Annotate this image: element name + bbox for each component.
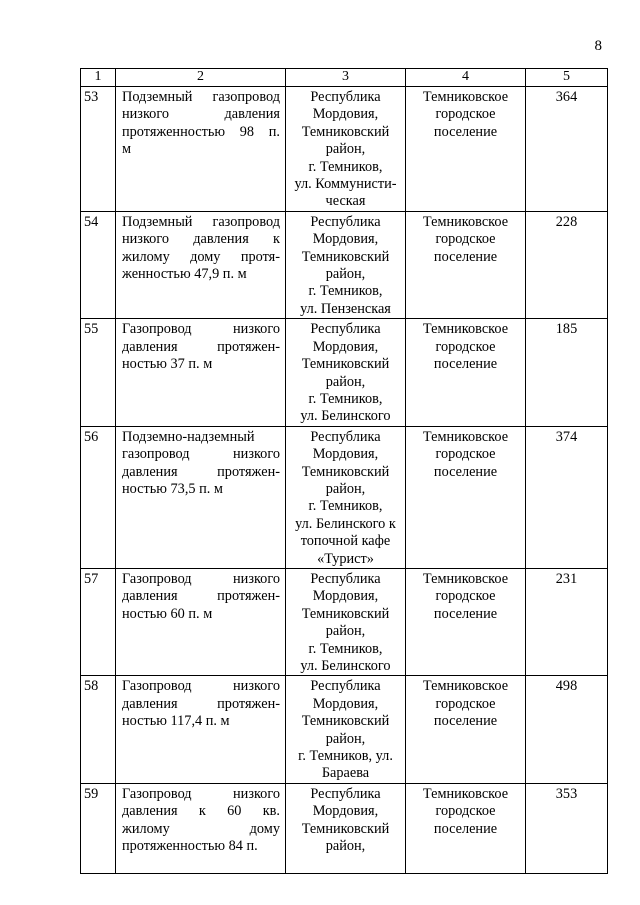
address-cell (286, 783, 406, 873)
row-number: 57 (81, 568, 116, 675)
owner-cell (406, 426, 526, 568)
owner-line: поселение (433, 820, 498, 837)
owner-line: городское (435, 446, 496, 463)
address-line: Мордовия, (312, 446, 379, 463)
length-value: 498 (526, 676, 608, 783)
object-name-line: жилому дому (122, 820, 280, 837)
object-name-cell (116, 319, 286, 426)
length-value: 353 (526, 783, 608, 873)
page-number: 8 (594, 38, 602, 54)
object-name-line: давления к 60 кв. (122, 803, 280, 820)
table-row (81, 211, 608, 318)
row-number: 54 (81, 211, 116, 318)
address-line: район, (325, 623, 366, 640)
owner-line: Темниковское (422, 428, 509, 445)
address-line: г. Темников, (308, 283, 383, 300)
object-name-line: протяженностью 84 п. (122, 838, 258, 855)
object-name-line: давления протяжен- (122, 463, 280, 480)
object-name-line: ностью 60 п. м (122, 605, 213, 622)
object-name-cell (116, 783, 286, 873)
address-line: Мордовия, (312, 695, 379, 712)
address-cell (286, 319, 406, 426)
address-cell (286, 676, 406, 783)
object-name-cell (116, 211, 286, 318)
length-value: 185 (526, 319, 608, 426)
address-line: «Турист» (317, 550, 374, 567)
table-row (81, 87, 608, 212)
address-line: Темниковский (301, 820, 390, 837)
table-header (81, 69, 608, 87)
address-line: г. Темников, ул. (298, 748, 393, 765)
owner-line: Темниковское (422, 321, 509, 338)
address-line: Мордовия, (312, 588, 379, 605)
length-value: 231 (526, 568, 608, 675)
address-line: Темниковский (301, 713, 390, 730)
header-col-3: 3 (286, 69, 406, 87)
address-line: Республика (310, 213, 381, 230)
row-number: 59 (81, 783, 116, 873)
address-line: Темниковский (301, 123, 390, 140)
address-line: г. Темников, (308, 498, 383, 515)
object-name-line: жилому дому протя- (122, 248, 280, 265)
object-name-line: Подземный газопровод (122, 89, 280, 105)
owner-line: городское (435, 695, 496, 712)
address-line: Мордовия, (312, 803, 379, 820)
object-name-line: низкого давления (122, 106, 280, 123)
object-name-line: давления протяжен- (122, 338, 280, 355)
address-line: Республика (310, 428, 381, 445)
object-name-line: женностью 47,9 п. м (122, 266, 247, 283)
object-name-cell (116, 426, 286, 568)
object-name-line: давления протяжен- (122, 588, 280, 605)
address-line: район, (325, 730, 366, 747)
address-line: г. Темников, (308, 640, 383, 657)
object-name-line: низкого давления к (122, 231, 280, 248)
table-row (81, 319, 608, 426)
owner-line: поселение (433, 123, 498, 140)
address-cell (286, 87, 406, 212)
address-line: Темниковский (301, 356, 390, 373)
object-name-line: Газопровод низкого (122, 570, 280, 587)
table-row (81, 568, 608, 675)
address-line: ул. Коммунисти- (294, 176, 397, 193)
owner-line: Темниковское (422, 785, 509, 802)
row-number: 56 (81, 426, 116, 568)
address-line: Мордовия, (312, 338, 379, 355)
owner-line: городское (435, 231, 496, 248)
owner-line: городское (435, 338, 496, 355)
table-row (81, 676, 608, 783)
object-name-line: Газопровод низкого (122, 678, 280, 695)
address-line: ческая (325, 193, 366, 210)
header-col-1: 1 (81, 69, 116, 87)
object-name-line: протяженностью 98 п. (122, 123, 280, 140)
length-value: 364 (526, 87, 608, 212)
address-line: район, (325, 373, 366, 390)
address-line: район, (325, 141, 366, 158)
address-line: Республика (310, 570, 381, 587)
address-line: район, (325, 838, 366, 855)
row-number: 58 (81, 676, 116, 783)
address-line: район, (325, 266, 366, 283)
object-name-line: давления протяжен- (122, 695, 280, 712)
owner-cell (406, 87, 526, 212)
address-line: Мордовия, (312, 106, 379, 123)
object-name-line: ностью 73,5 п. м (122, 480, 223, 497)
address-line: Темниковский (301, 463, 390, 480)
owner-line: Темниковское (422, 89, 509, 105)
owner-cell (406, 568, 526, 675)
owner-line: городское (435, 803, 496, 820)
object-name-line: ностью 37 п. м (122, 356, 213, 373)
owner-line: городское (435, 106, 496, 123)
object-name-line: газопровод низкого (122, 446, 280, 463)
object-name-line: Подземный газопровод (122, 213, 280, 230)
owner-cell (406, 319, 526, 426)
address-line: ул. Белинского к (295, 515, 396, 532)
object-name-cell (116, 568, 286, 675)
address-line: ул. Белинского (300, 658, 391, 674)
object-name-line: Газопровод низкого (122, 321, 280, 338)
object-name-line: Подземно-надземный (122, 428, 255, 445)
address-line: Темниковский (301, 605, 390, 622)
owner-line: Темниковское (422, 213, 509, 230)
table-body (81, 87, 608, 874)
owner-line: поселение (433, 248, 498, 265)
object-name-line: Газопровод низкого (122, 785, 280, 802)
owner-line: городское (435, 588, 496, 605)
address-cell (286, 426, 406, 568)
header-row (81, 69, 608, 87)
header-col-5: 5 (526, 69, 608, 87)
address-cell (286, 211, 406, 318)
object-name-cell (116, 87, 286, 212)
owner-line: поселение (433, 713, 498, 730)
owner-cell (406, 676, 526, 783)
owner-cell (406, 211, 526, 318)
address-line: район, (325, 480, 366, 497)
owner-line: поселение (433, 605, 498, 622)
address-line: Мордовия, (312, 231, 379, 248)
address-line: топочной кафе (300, 533, 391, 550)
address-line: Бараева (321, 765, 370, 782)
header-col-4: 4 (406, 69, 526, 87)
address-line: Республика (310, 89, 381, 105)
address-line: ул. Пензенская (300, 300, 391, 317)
object-name-line: м (122, 141, 132, 158)
object-name-cell (116, 676, 286, 783)
address-line: Республика (310, 785, 381, 802)
registry-table (80, 68, 608, 874)
owner-line: Темниковское (422, 570, 509, 587)
row-number: 53 (81, 87, 116, 212)
owner-line: поселение (433, 463, 498, 480)
table-row (81, 426, 608, 568)
length-value: 374 (526, 426, 608, 568)
address-line: Темниковский (301, 248, 390, 265)
owner-line: Темниковское (422, 678, 509, 695)
table-row (81, 783, 608, 873)
address-cell (286, 568, 406, 675)
row-number: 55 (81, 319, 116, 426)
address-line: Республика (310, 321, 381, 338)
header-col-2: 2 (116, 69, 286, 87)
length-value: 228 (526, 211, 608, 318)
owner-cell (406, 783, 526, 873)
owner-line: поселение (433, 356, 498, 373)
address-line: ул. Белинского (300, 408, 391, 425)
address-line: Республика (310, 678, 381, 695)
address-line: г. Темников, (308, 158, 383, 175)
object-name-line: ностью 117,4 п. м (122, 713, 230, 730)
address-line: г. Темников, (308, 390, 383, 407)
